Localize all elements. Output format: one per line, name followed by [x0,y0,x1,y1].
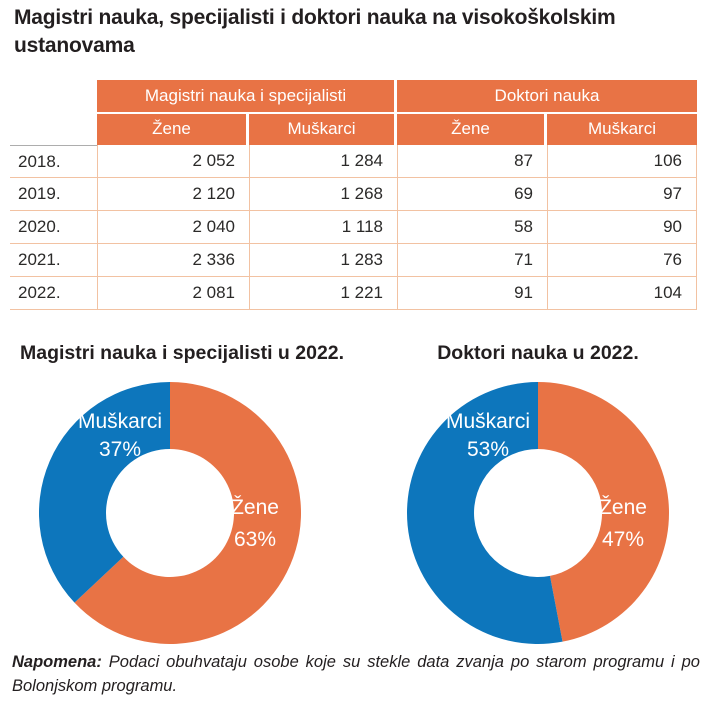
sub-header-muskarci-doktori: Muškarci [547,112,697,145]
donut-magistri [35,378,305,648]
year-cell: 2021. [10,244,97,277]
group-header-magistri: Magistri nauka i specijalisti [97,80,397,112]
value-cell: 2 336 [97,244,249,277]
chart-magistri [20,340,345,648]
table-corner-empty [10,80,97,112]
value-cell: 1 284 [249,145,397,178]
value-cell: 2 052 [97,145,249,178]
slice-label-zene [185,492,325,556]
sub-header-muskarci-magistri: Muškarci [249,112,397,145]
value-cell: 2 040 [97,211,249,244]
group-header-doktori: Doktori nauka [397,80,697,112]
value-cell: 2 120 [97,178,249,211]
value-cell: 97 [547,178,697,211]
chart-doktori [388,340,688,648]
value-cell: 76 [547,244,697,277]
chart-title-doktori: Doktori nauka u 2022. [437,342,639,364]
slice-name: Žene [231,496,279,519]
slice-name: Žene [599,496,647,519]
slice-label-zene [553,492,693,556]
value-cell: 69 [397,178,547,211]
slice-name: Muškarci [445,410,530,433]
year-cell: 2020. [10,211,97,244]
value-cell: 71 [397,244,547,277]
value-cell: 1 118 [249,211,397,244]
chart-title-magistri: Magistri nauka i specijalisti u 2022. [20,342,345,364]
footnote [12,650,700,698]
slice-name: Muškarci [77,410,162,433]
value-cell: 106 [547,145,697,178]
slice-percent: 37% [98,438,142,461]
page-title: Magistri nauka, specijalisti i doktori nauka na visokoškolskim ustanovama [14,6,616,57]
slice-percent: 63% [233,528,277,551]
footnote-label: Napomena: [12,653,102,671]
slice-percent: 47% [601,528,645,551]
year-cell: 2022. [10,277,97,310]
year-cell: 2018. [10,145,97,178]
table-corner-empty [10,112,97,145]
sub-header-zene-doktori: Žene [397,112,547,145]
slice-label-muskarci [403,408,573,464]
value-cell: 91 [397,277,547,310]
value-cell: 87 [397,145,547,178]
slice-percent: 53% [466,438,510,461]
slice-label-muskarci [35,408,205,464]
value-cell: 90 [547,211,697,244]
value-cell: 2 081 [97,277,249,310]
sub-header-zene-magistri: Žene [97,112,249,145]
value-cell: 104 [547,277,697,310]
value-cell: 1 283 [249,244,397,277]
donut-doktori [403,378,673,648]
value-cell: 1 221 [249,277,397,310]
value-cell: 58 [397,211,547,244]
footnote-text: Podaci obuhvataju osobe koje su stekle data zvanja po starom programu i po Bolonjskom programu. [12,653,700,695]
data-table [10,80,697,310]
year-cell: 2019. [10,178,97,211]
value-cell: 1 268 [249,178,397,211]
